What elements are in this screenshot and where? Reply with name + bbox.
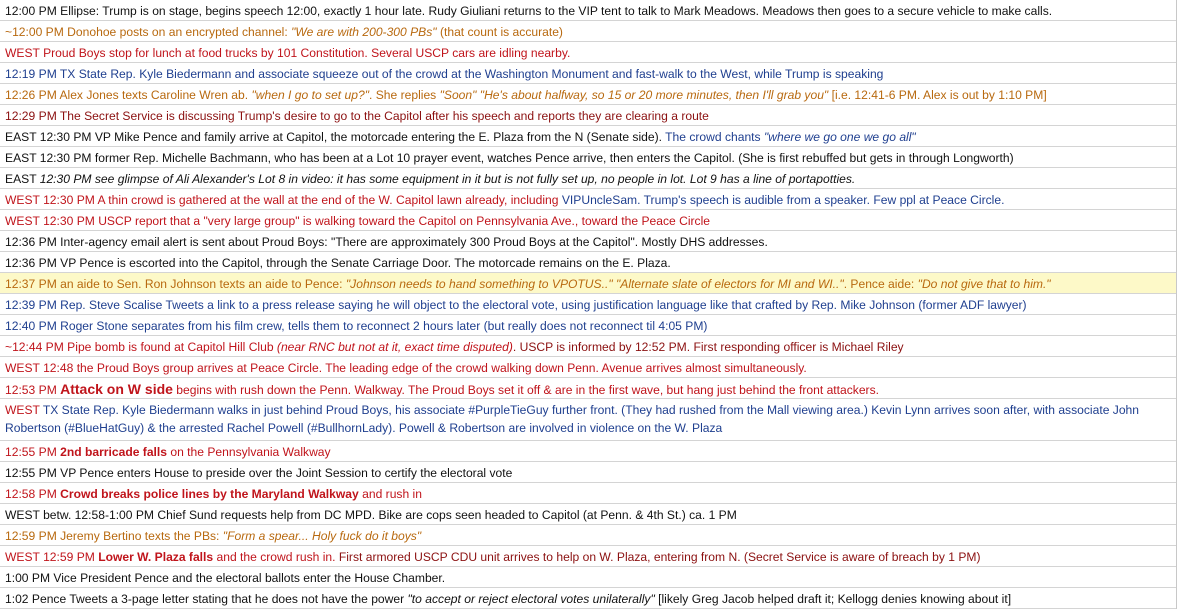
timeline-row[interactable] (0, 588, 1176, 609)
row-text-segment: 12:00 PM Ellipse: Trump is on stage, begins speech 12:00, exactly 1 hour late. Rudy Giuliani returns to the VIP tent to talk to Mark Meadows. Meadows then goes to a secure vehicle to make calls. (5, 4, 1053, 18)
timeline-row[interactable] (0, 42, 1176, 63)
timeline-row[interactable] (0, 105, 1176, 126)
row-text-segment: on the Pennsylvania Walkway (167, 445, 331, 459)
row-text-segment: . She replies (369, 88, 440, 102)
row-text-segment: 12:58 PM (5, 487, 61, 501)
row-text-segment: [i.e. 12:41-6 PM. Alex is out by 1:10 PM] (828, 88, 1047, 102)
row-text-segment: First armored USCP CDU unit arrives to help on W. Plaza, entering from N. (Secret Service is aware of breach by 1 PM) (338, 550, 981, 564)
row-text-segment: 12:29 PM The Secret Service is discussing Trump's desire to go to the Capitol after his speech and reports they are clearing a route (5, 109, 709, 123)
timeline-row[interactable] (0, 273, 1176, 294)
row-text-segment: "Do not give that to him." (917, 277, 1051, 291)
timeline-row[interactable] (0, 210, 1176, 231)
row-text-segment: and rush in (358, 487, 422, 501)
row-text-segment: ~12:00 PM Donohoe posts on an encrypted channel: (5, 25, 292, 39)
timeline-row[interactable] (0, 441, 1176, 462)
row-text-segment: "to accept or reject electoral votes unilaterally" (407, 592, 655, 606)
row-text-segment: The crowd chants (665, 130, 764, 144)
row-text-segment: . USCP is informed by 12:52 PM. First responding officer is Michael Riley (512, 340, 904, 354)
timeline-row[interactable] (0, 315, 1176, 336)
row-text-segment: 12:37 PM an aide to Sen. Ron Johnson texts an aide to Pence: (5, 277, 346, 291)
timeline-row[interactable] (0, 504, 1176, 525)
row-text-segment: ~12:44 PM Pipe bomb is found at Capitol Hill Club (5, 340, 277, 354)
row-text-segment: 12:59 PM Jeremy Bertino texts the PBs: (5, 529, 223, 543)
timeline-row[interactable] (0, 63, 1176, 84)
row-text-segment: 12:55 PM (5, 445, 61, 459)
row-text-segment: "when I go to set up?" (251, 88, 369, 102)
row-text-segment: WEST 12:30 PM USCP report that a "very large group" is walking toward the Capitol on Pennsylvania Ave., toward the Peace Circle (5, 214, 711, 228)
row-text-segment: WEST 12:59 PM (5, 550, 99, 564)
timeline-row[interactable] (0, 21, 1176, 42)
row-text-segment: WEST 12:30 PM A thin crowd is gathered at the wall at the end of the W. Capitol lawn already, including (5, 193, 562, 207)
row-text-segment: EAST 12:30 PM former Rep. Michelle Bachmann, who has been at a Lot 10 prayer event, watches Pence arrive, then enters the Capitol. (She is first rebuffed but gets in through Longworth) (5, 151, 1014, 165)
row-text-segment: and the crowd rush in. (213, 550, 339, 564)
row-text-segment: VIPUncleSam. Trump's speech is audible from a speaker. Few ppl at Peace Circle. (561, 193, 1005, 207)
timeline-row[interactable] (0, 252, 1176, 273)
row-text-segment: WEST betw. 12:58-1:00 PM Chief Sund requests help from DC MPD. Bike are cops seen headed to Capitol (at Penn. & 4th St.) ca. 1 PM (5, 508, 737, 522)
row-text-segment: "where we go one we go all" (763, 130, 916, 144)
timeline-row[interactable] (0, 525, 1176, 546)
timeline-row[interactable] (0, 336, 1176, 357)
timeline-row[interactable] (0, 567, 1176, 588)
timeline-row[interactable] (0, 378, 1176, 399)
row-text-segment: Attack on W side (60, 381, 173, 397)
row-text-segment: 12:36 PM Inter-agency email alert is sent about Proud Boys: "There are approximately 300 Proud Boys at the Capitol". Mostly DHS addresses. (5, 235, 768, 249)
timeline-row[interactable] (0, 168, 1176, 189)
timeline-row[interactable] (0, 231, 1176, 252)
row-text-segment: . Pence aide: (843, 277, 918, 291)
row-text-segment: [likely Greg Jacob helped draft it; Kellogg denies knowing about it] (654, 592, 1012, 606)
timeline-row[interactable] (0, 546, 1176, 567)
row-text-segment: Lower W. Plaza falls (98, 550, 214, 564)
timeline-row[interactable] (0, 126, 1176, 147)
timeline-row[interactable] (0, 483, 1176, 504)
timeline-row[interactable] (0, 84, 1176, 105)
row-text-segment: WEST 12:48 the Proud Boys group arrives at Peace Circle. The leading edge of the crowd walking down Penn. Avenue arrives almost simultaneously. (5, 361, 807, 375)
timeline-row[interactable] (0, 189, 1176, 210)
row-text-segment: "Form a spear... Holy fuck do it boys" (222, 529, 422, 543)
row-text-segment: "We are with 200-300 PBs" (291, 25, 437, 39)
row-text-segment: EAST (5, 172, 40, 186)
row-text-segment: TX State Rep. Kyle Biedermann walks in just behind Proud Boys, his associate #PurpleTieGuy further front. (They had rushed from the Mall viewing area.) Kevin Lynn arrives soon after, with associate John Robertson (#BlueHatGuy) & the arrested Rachel Powell (#BullhornLady). Powell & Robertson are involved in violence on the W. Plaza (5, 403, 1140, 435)
row-text-segment: 12:19 PM TX State Rep. Kyle Biedermann and associate squeeze out of the crowd at the Washington Monument and fast-walk to the West, while Trump is speaking (5, 67, 884, 81)
timeline-row[interactable] (0, 462, 1176, 483)
timeline-row[interactable] (0, 357, 1176, 378)
timeline-row[interactable] (0, 0, 1176, 21)
row-text-segment: 12:39 PM Rep. Steve Scalise Tweets a link to a press release saying he will object to the electoral vote, using justification language like that crafted by Rep. Mike Johnson (former ADF lawyer) (5, 298, 1027, 312)
row-text-segment: Crowd breaks police lines by the Maryland Walkway (60, 487, 359, 501)
row-text-segment: WEST (5, 403, 43, 417)
row-text-segment: 12:53 PM (5, 383, 61, 397)
row-text-segment: 12:36 PM VP Pence is escorted into the Capitol, through the Senate Carriage Door. The motorcade remains on the E. Plaza. (5, 256, 671, 270)
row-text-segment: 12:55 PM VP Pence enters House to preside over the Joint Session to certify the electoral vote (5, 466, 513, 480)
row-text-segment: (near RNC but not at it, exact time disputed) (276, 340, 513, 354)
row-text-segment: "Soon" "He's about halfway, so 15 or 20 more minutes, then I'll grab you" (439, 88, 829, 102)
timeline-row[interactable] (0, 399, 1176, 441)
row-text-segment: "Johnson needs to hand something to VPOTUS.." "Alternate slate of electors for MI and WI.." (345, 277, 844, 291)
row-text-segment: 1:02 Pence Tweets a 3-page letter stating that he does not have the power (5, 592, 408, 606)
timeline-row[interactable] (0, 294, 1176, 315)
row-text-segment: 12:26 PM Alex Jones texts Caroline Wren ab. (5, 88, 252, 102)
row-text-segment: 12:30 PM see glimpse of Ali Alexander's Lot 8 in video: it has some equipment in it but is not fully set up, no people in lot. Lot 9 has a line of portapotties. (39, 172, 856, 186)
timeline-row[interactable] (0, 147, 1176, 168)
row-text-segment: 1:00 PM Vice President Pence and the electoral ballots enter the House Chamber. (5, 571, 446, 585)
row-text-segment: (that count is accurate) (436, 25, 563, 39)
row-text-segment: WEST Proud Boys stop for lunch at food trucks by 101 Constitution. Several USCP cars are idling nearby. (5, 46, 571, 60)
row-text-segment: begins with rush down the Penn. Walkway. The Proud Boys set it off & are in the first wave, but hang just behind the front attackers. (172, 383, 879, 397)
row-text-segment: 2nd barricade falls (60, 445, 167, 459)
row-text-segment: 12:40 PM Roger Stone separates from his film crew, tells them to reconnect 2 hours later (but really does not reconnect til 4:05 PM) (5, 319, 708, 333)
row-text-segment: EAST 12:30 PM VP Mike Pence and family arrive at Capitol, the motorcade entering the E. Plaza from the N (Senate side). (5, 130, 666, 144)
